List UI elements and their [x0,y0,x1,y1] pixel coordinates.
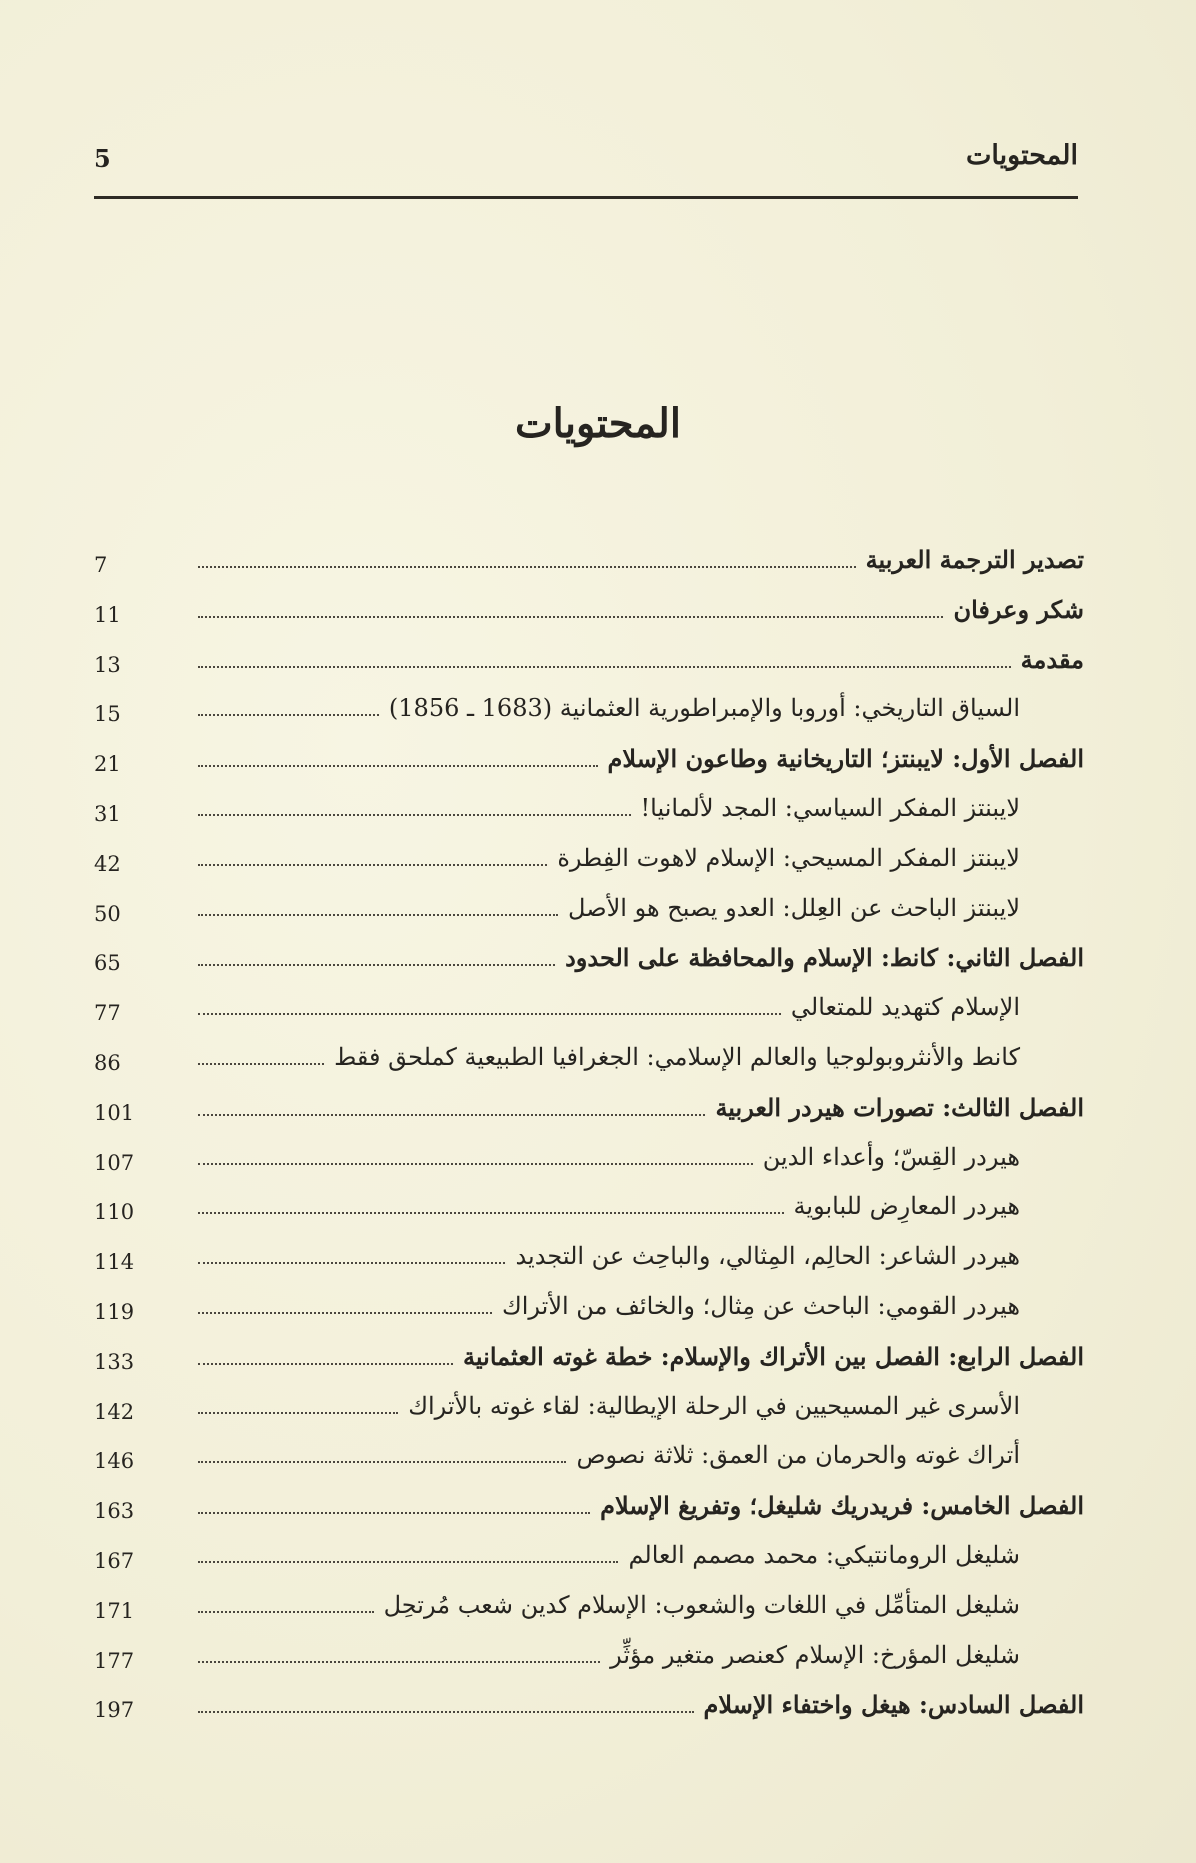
toc-section-entry[interactable] [94,1043,1084,1093]
toc-page-number: 110 [94,1200,135,1225]
running-head [94,140,1078,190]
dot-leader [198,864,547,866]
dot-leader [198,765,598,767]
dot-leader [198,1312,492,1314]
toc-entry-line [194,794,1020,823]
running-head-title: المحتويات [965,140,1078,171]
toc-page-number: 101 [94,1100,135,1125]
toc-page-number: 119 [94,1299,135,1324]
toc-entry-title: شكر وعرفان [953,594,1084,624]
toc-page-number: 15 [94,702,121,727]
toc-section-entry[interactable] [94,993,1084,1043]
toc-entry-line [194,1292,1020,1321]
toc-section-entry[interactable] [94,1143,1084,1193]
dot-leader [198,1412,398,1414]
toc-page-number: 7 [94,553,108,577]
toc-chapter-entry[interactable] [94,943,1084,993]
toc-page-number: 167 [94,1548,135,1573]
toc-entry-line [194,694,1020,723]
toc-entry-line [194,545,1084,575]
header-rule [94,196,1078,199]
toc-entry-title: الفصل الثاني: كانط: الإسلام والمحافظة على الحدود [565,943,1084,973]
toc-entry-title: مقدمة [1020,644,1084,674]
toc-entry-title: شليغل المتأمِّل في اللغات والشعوب: الإسلام كدين شعب مُرتحِل [383,1590,1020,1619]
dot-leader [198,1063,324,1065]
toc-entry-title: كانط والأنثروبولوجيا والعالم الإسلامي: الجغرافيا الطبيعية كملحق فقط [334,1042,1020,1071]
toc-entry-line [194,1093,1084,1123]
toc-section-entry[interactable] [94,694,1084,744]
toc-section-entry[interactable] [94,1591,1084,1641]
toc-section-entry[interactable] [94,1192,1084,1242]
dot-leader [198,1561,618,1563]
dot-leader [198,1212,784,1214]
dot-leader [198,1512,590,1514]
toc-entry-line [194,1392,1020,1421]
toc-entry-line [194,1591,1020,1620]
toc-entry-title: الفصل الرابع: الفصل بين الأتراك والإسلام: خطة غوته العثمانية [463,1341,1084,1371]
toc-page-number: 163 [94,1499,135,1524]
toc-entry-line [194,993,1020,1022]
dot-leader [198,1163,753,1165]
toc-page-number: 146 [94,1449,135,1474]
toc-entry-line [194,1192,1020,1221]
toc-entry-line [194,1541,1020,1570]
toc-entry-title: السياق التاريخي: أوروبا والإمبراطورية العثمانية (1683 ـ 1856) [388,694,1020,723]
toc-section-entry[interactable] [94,1292,1084,1342]
toc-entry-line [194,943,1084,973]
dot-leader [198,666,1011,668]
toc-section-entry[interactable] [94,1242,1084,1292]
toc-entry-title: هيردر القومي: الباحث عن مِثال؛ والخائف من الأتراك [501,1291,1020,1320]
dot-leader [198,1363,453,1365]
toc-page-number: 86 [94,1050,121,1075]
toc-chapter-entry[interactable] [94,1690,1084,1740]
toc-page-number: 11 [94,602,121,627]
toc-page-number: 77 [94,1001,121,1026]
toc-section-entry[interactable] [94,1641,1084,1691]
toc-entry-title: لايبنتز الباحث عن العِلل: العدو يصبح هو الأصل [568,893,1020,922]
toc-entry-line [194,645,1084,675]
dot-leader [198,964,555,966]
toc-page-number: 133 [94,1349,135,1374]
toc-chapter-entry[interactable] [94,545,1084,595]
toc-page-number: 13 [94,652,121,677]
toc-entry-title: هيردر المعارِض للبابوية [793,1192,1020,1221]
toc-entry-title: الإسلام كتهديد للمتعالي [790,993,1020,1022]
toc-chapter-entry[interactable] [94,1491,1084,1541]
toc-entry-title: الفصل الثالث: تصورات هيردر العربية [715,1092,1084,1122]
toc-entry-line [194,1143,1020,1172]
toc-section-entry[interactable] [94,1392,1084,1442]
toc-entry-line [194,1641,1020,1670]
dot-leader [198,566,856,568]
toc-entry-line [194,1043,1020,1072]
dot-leader [198,814,631,816]
toc-entry-line [194,1441,1020,1470]
toc-section-entry[interactable] [94,1541,1084,1591]
toc-entry-title: الفصل الأول: لايبنتز؛ التاريخانية وطاعون الإسلام [607,744,1084,774]
toc-chapter-entry[interactable] [94,1093,1084,1143]
dot-leader [198,1711,694,1713]
toc-entry-title: لايبنتز المفكر السياسي: المجد لألمانيا! [640,793,1020,822]
toc-page-number: 197 [94,1698,135,1723]
dot-leader [198,1262,505,1264]
toc-page-number: 107 [94,1150,135,1175]
contents-title: المحتويات [515,400,681,447]
toc-page-number: 21 [94,752,121,777]
toc-entry-title: شليغل المؤرخ: الإسلام كعنصر متغير مؤثِّر [610,1640,1020,1669]
dot-leader [198,1114,705,1116]
toc-page-number: 50 [94,901,121,926]
dot-leader [198,1661,600,1663]
toc-page-number: 177 [94,1648,135,1673]
dot-leader [198,1461,566,1463]
toc-section-entry[interactable] [94,1441,1084,1491]
toc-section-entry[interactable] [94,794,1084,844]
toc-entry-line [194,744,1084,774]
toc-entry-line [194,894,1020,923]
toc-page-number: 171 [94,1598,135,1623]
dot-leader [198,914,558,916]
toc-page-number: 65 [94,951,121,976]
dot-leader [198,616,943,618]
toc-chapter-entry[interactable] [94,744,1084,794]
toc-chapter-entry[interactable] [94,1342,1084,1392]
toc-entry-title: لايبنتز المفكر المسيحي: الإسلام لاهوت الفِطرة [557,843,1020,872]
dot-leader [198,714,379,716]
toc-entry-title: شليغل الرومانتيكي: محمد مصمم العالم [628,1540,1020,1569]
toc-entry-line [194,1491,1084,1521]
toc-entry-line [194,1242,1020,1271]
dot-leader [198,1611,374,1613]
toc-section-entry[interactable] [94,844,1084,894]
toc-section-entry[interactable] [94,894,1084,944]
toc-page-number: 42 [94,851,121,876]
toc-entry-line [194,595,1084,625]
page-number: 5 [94,144,111,173]
dot-leader [198,1013,781,1015]
toc-entry-title: هيردر الشاعر: الحالِم، المِثالي، والباحِث عن التجديد [515,1242,1020,1271]
table-of-contents [94,545,1084,1740]
toc-page-number: 142 [94,1399,135,1424]
toc-page-number: 114 [94,1250,135,1275]
toc-entry-title: تصدير الترجمة العربية [865,545,1084,574]
toc-entry-line [194,844,1020,873]
toc-entry-title: هيردر القِسّ؛ وأعداء الدين [762,1142,1020,1171]
toc-entry-line [194,1690,1084,1720]
toc-entry-title: أتراك غوته والحرمان من العمق: ثلاثة نصوص [576,1441,1020,1470]
toc-entry-title: الأسرى غير المسيحيين في الرحلة الإيطالية: لقاء غوته بالأتراك [408,1391,1020,1420]
toc-entry-title: الفصل السادس: هيغل واختفاء الإسلام [703,1690,1084,1720]
toc-chapter-entry[interactable] [94,645,1084,695]
toc-entry-line [194,1342,1084,1372]
toc-page-number: 31 [94,801,121,826]
toc-entry-title: الفصل الخامس: فريدريك شليغل؛ وتفريغ الإسلام [600,1491,1084,1521]
toc-chapter-entry[interactable] [94,595,1084,645]
